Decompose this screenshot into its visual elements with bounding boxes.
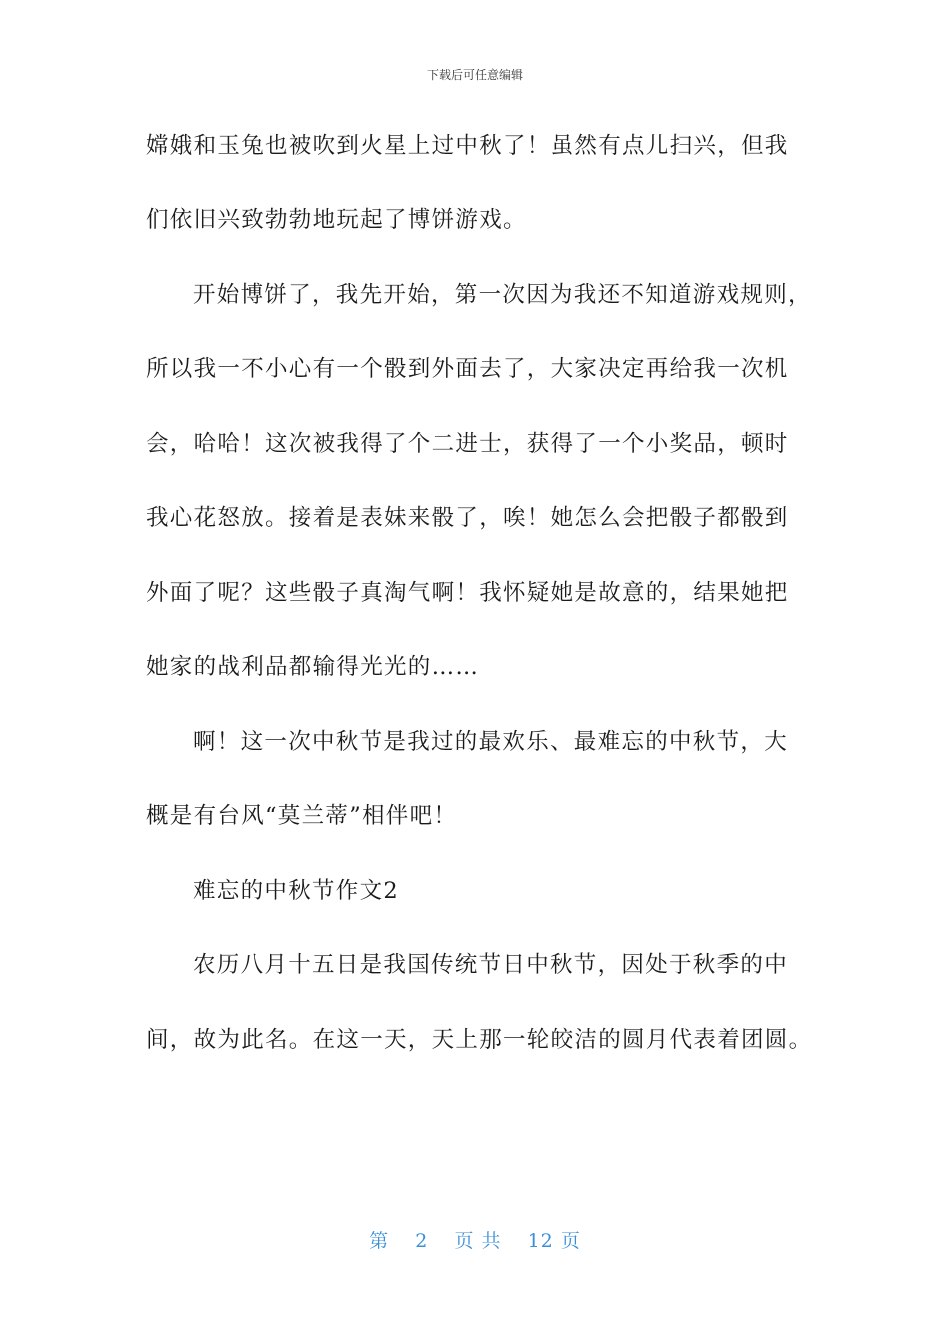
paragraph-line: 开始博饼了，我先开始，第一次因为我还不知道游戏规则，	[193, 282, 812, 308]
paragraph-line: 所以我一不小心有一个骰到外面去了，大家决定再给我一次机	[146, 356, 789, 382]
paragraph-line: 她家的战利品都输得光光的……	[146, 654, 480, 680]
paragraph-line: 我心花怒放。接着是表妹来骰了，唉！她怎么会把骰子都骰到	[146, 505, 789, 531]
paragraph-line: 们依旧兴致勃勃地玩起了博饼游戏。	[146, 207, 527, 233]
paragraph-line: 会，哈哈！这次被我得了个二进士，获得了一个小奖品，顿时	[146, 431, 789, 457]
paragraph-line: 啊！这一次中秋节是我过的最欢乐、最难忘的中秋节，大	[193, 729, 789, 755]
header-note: 下载后可任意编辑	[426, 68, 523, 82]
footer-total-pages: 12	[527, 1230, 554, 1252]
paragraph-line: 间，故为此名。在这一天，天上那一轮皎洁的圆月代表着团圆。	[146, 1027, 813, 1053]
paragraph-line: 嫦娥和玉兔也被吹到火星上过中秋了！虽然有点儿扫兴，但我	[146, 133, 789, 159]
page-footer	[0, 1226, 950, 1253]
footer-prefix: 第	[369, 1230, 390, 1252]
paragraph-line: 外面了呢？这些骰子真淘气啊！我怀疑她是故意的，结果她把	[146, 580, 789, 606]
footer-current-page: 2	[415, 1230, 429, 1252]
footer-middle: 页 共	[454, 1230, 502, 1252]
paragraph-line: 农历八月十五日是我国传统节日中秋节，因处于秋季的中	[193, 952, 789, 978]
section-title: 难忘的中秋节作文2	[193, 878, 400, 904]
footer-suffix: 页	[560, 1230, 581, 1252]
paragraph-line: 概是有台风“莫兰蒂”相伴吧！	[146, 803, 458, 829]
